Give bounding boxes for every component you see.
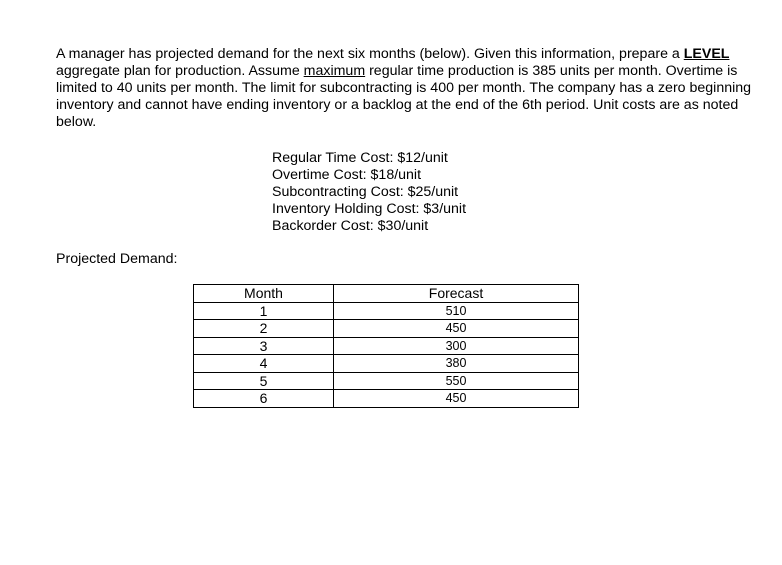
month-cell: 2: [194, 320, 334, 338]
cost-regular-time: Regular Time Cost: $12/unit: [272, 150, 448, 166]
header-forecast: Forecast: [334, 285, 579, 303]
problem-line-3: limited to 40 units per month. The limit for subcontracting is 400 per month. The company has a zero beginning: [56, 80, 752, 96]
month-cell: 3: [194, 337, 334, 355]
table-row: [194, 320, 579, 338]
month-cell: 1: [194, 302, 334, 320]
problem-line-1: [56, 46, 729, 63]
table-row: [194, 355, 579, 373]
table-row: [194, 390, 579, 408]
month-cell: 5: [194, 372, 334, 390]
text: regular time production is 385 units per month. Overtime is: [365, 63, 738, 79]
header-month: Month: [194, 285, 334, 303]
forecast-cell: 450: [334, 390, 579, 408]
projected-demand-label: Projected Demand:: [56, 251, 178, 267]
problem-line-4: inventory and cannot have ending inventory or a backlog at the end of the 6th period. Unit costs are as noted: [56, 97, 739, 113]
table-row: [194, 337, 579, 355]
cost-overtime: Overtime Cost: $18/unit: [272, 167, 422, 183]
month-cell: 4: [194, 355, 334, 373]
problem-line-5: below.: [56, 114, 97, 130]
month-cell: 6: [194, 390, 334, 408]
table-row: [194, 372, 579, 390]
forecast-cell: 450: [334, 320, 579, 338]
cost-backorder: Backorder Cost: $30/unit: [272, 218, 429, 234]
forecast-cell: 550: [334, 372, 579, 390]
emphasis-maximum: maximum: [303, 63, 366, 79]
emphasis-level: LEVEL: [683, 46, 730, 62]
demand-table: [193, 284, 579, 408]
text: aggregate plan for production. Assume: [56, 63, 304, 79]
forecast-cell: 300: [334, 337, 579, 355]
cost-inventory-holding: Inventory Holding Cost: $3/unit: [272, 201, 467, 217]
forecast-cell: 510: [334, 302, 579, 320]
text: A manager has projected demand for the next six months (below). Given this information, prepare a: [56, 46, 684, 62]
forecast-cell: 380: [334, 355, 579, 373]
table-header: [194, 285, 579, 303]
problem-line-2: [56, 63, 737, 80]
cost-subcontracting: Subcontracting Cost: $25/unit: [272, 184, 459, 200]
table-row: [194, 302, 579, 320]
